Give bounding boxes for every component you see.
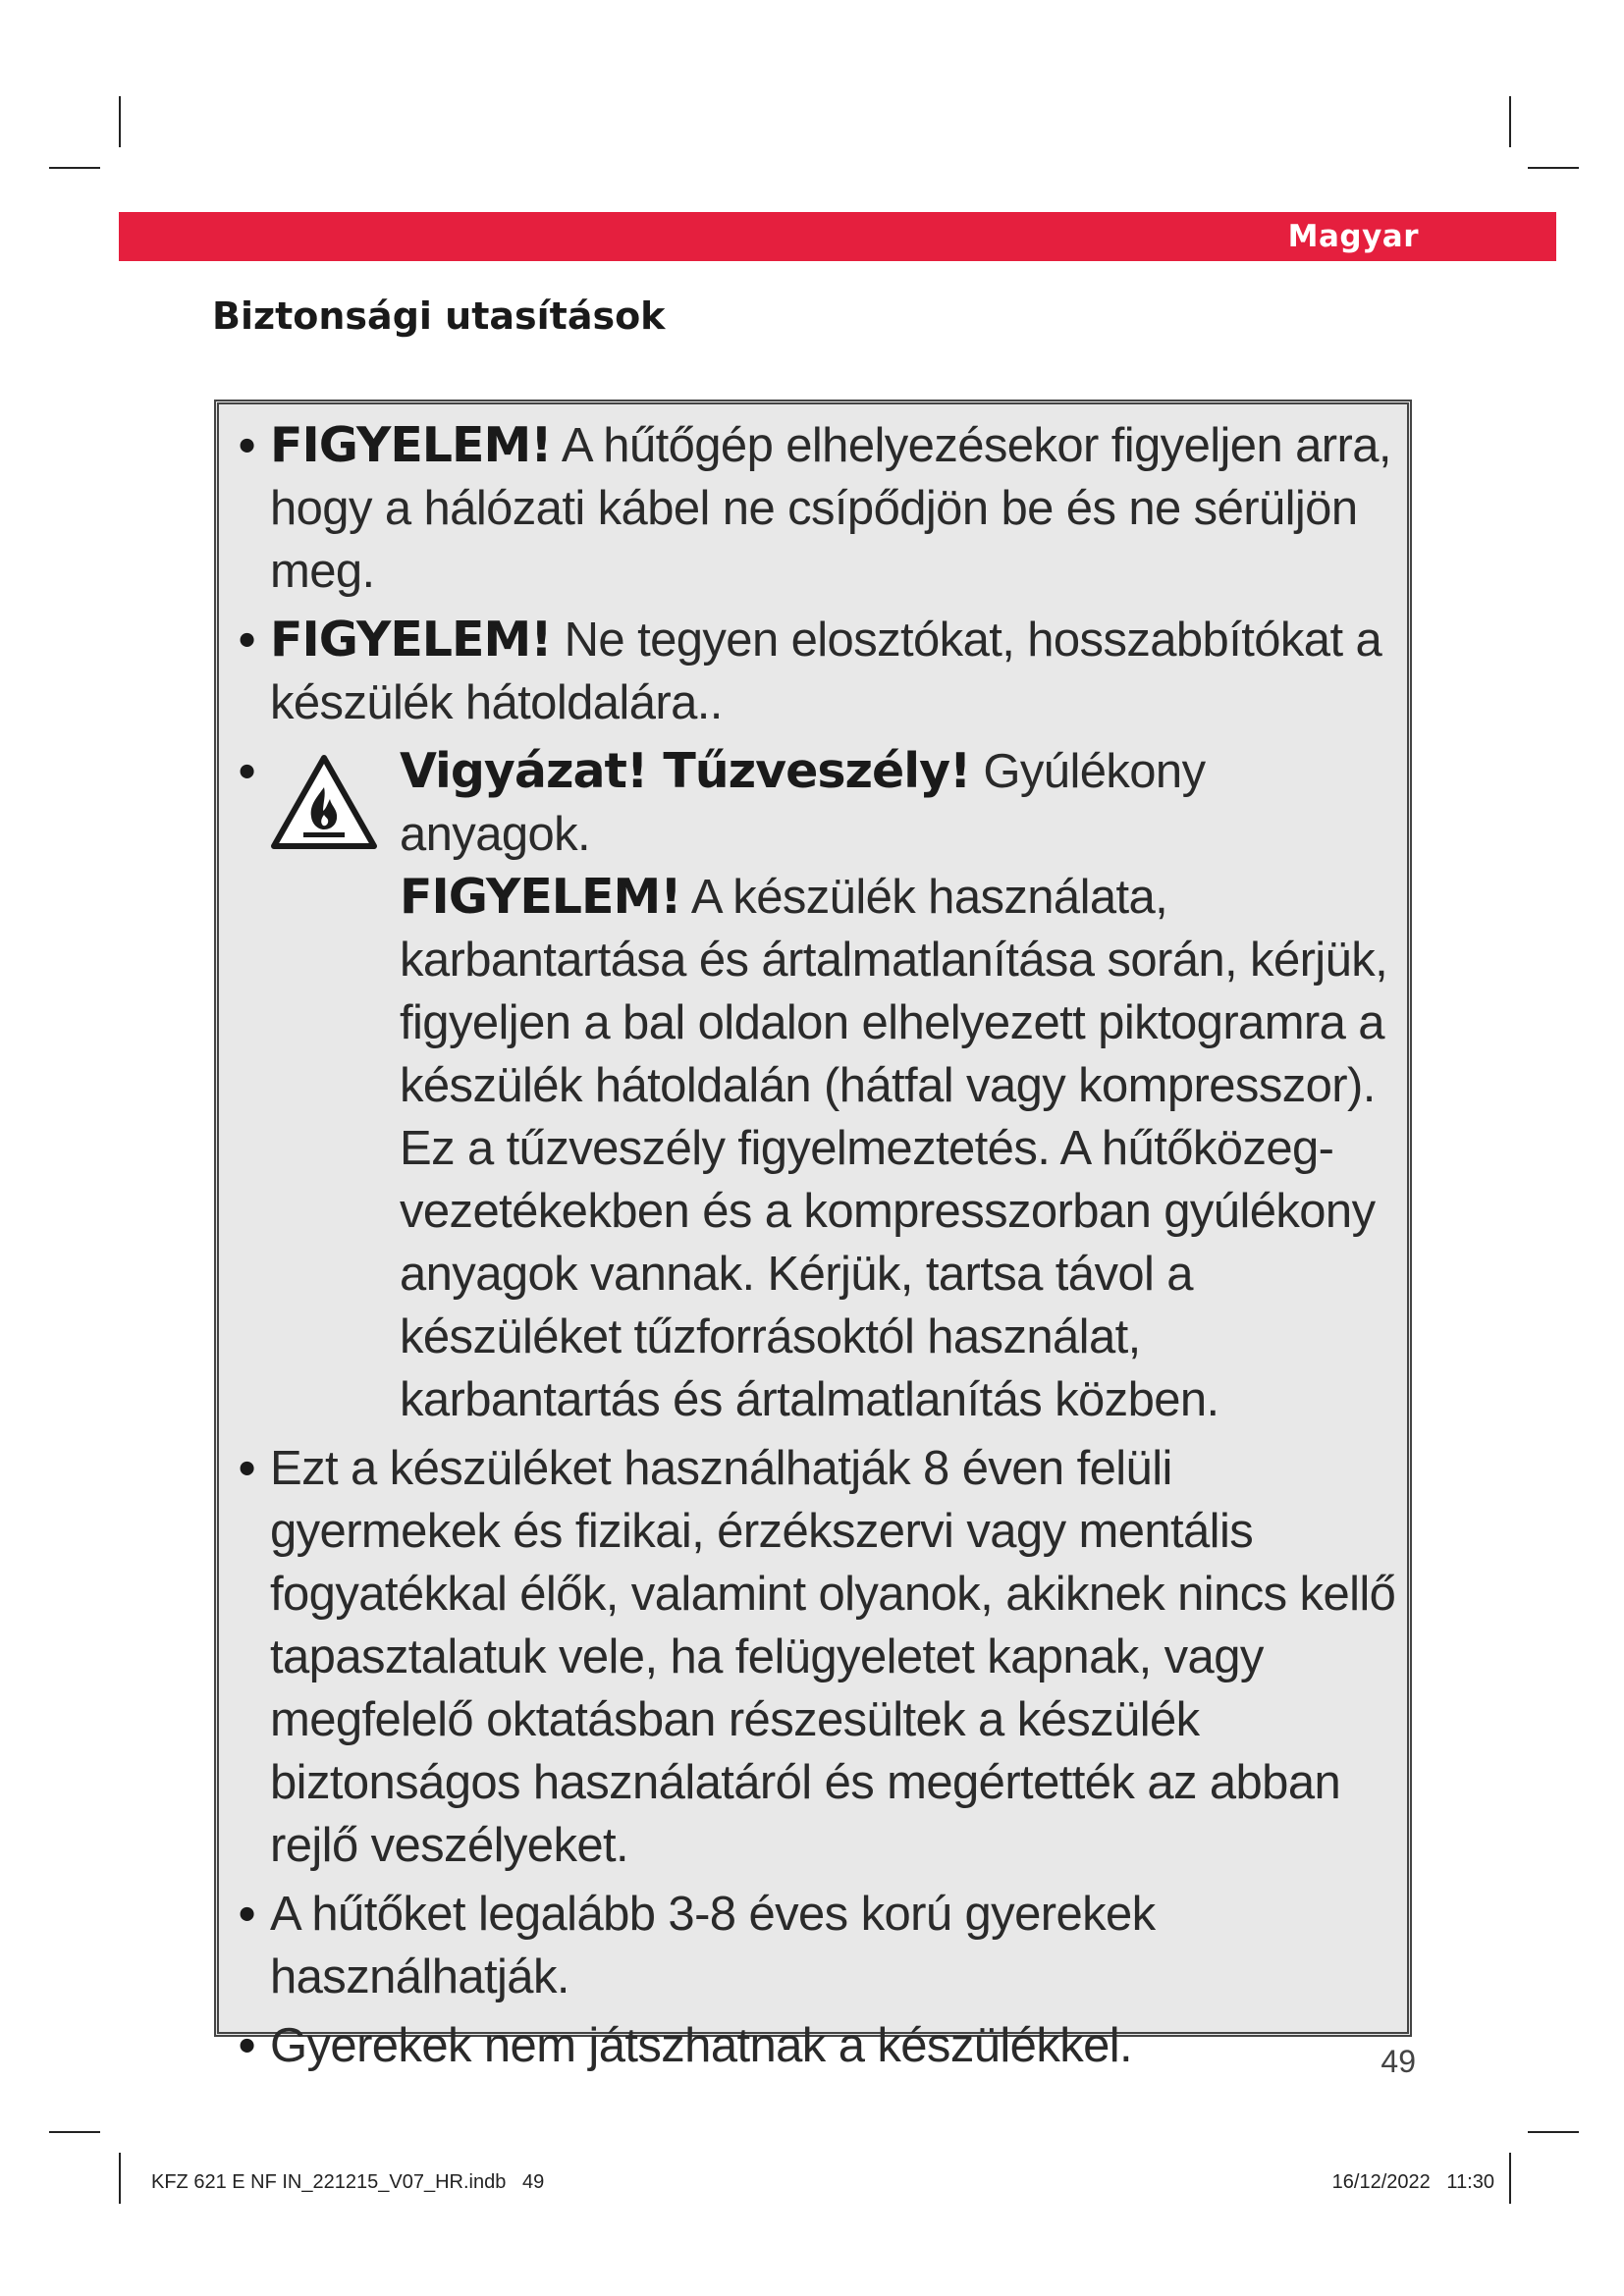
crop-mark (119, 96, 121, 147)
warning-label: FIGYELEM! (270, 417, 552, 473)
flammable-warning-icon (270, 754, 378, 852)
warning-label: FIGYELEM! (400, 869, 681, 925)
warning-text: Ne tegyen elosztókat, hosszabbítókat a készülék hátoldalára.. (270, 614, 1382, 729)
warning-text: A hűtőket legalább 3-8 éves korú gyerekek használhatják. (270, 1888, 1156, 2003)
crop-mark (49, 2131, 100, 2133)
safety-instructions-list (239, 414, 1401, 2077)
list-item (239, 2014, 1401, 2077)
page-number: 49 (1380, 2044, 1416, 2079)
footer-date: 16/12/2022 11:30 (1331, 2171, 1494, 2193)
bullet: • (239, 1442, 255, 1495)
list-item (239, 1883, 1401, 2008)
warning-text: A készülék használata, karbantartása és ártalmatlanítása során, kérjük, figyeljen a bal oldalon elhelyezett piktogramra a készülék hátoldalán (hátfal vagy kompresszor). Ez a tűzveszély figyelmeztetés. A hűtőközeg-vezetékekben és a kompresszorban gyúlékony anyagok vannak. Kérjük, tartsa távol a készüléket tűzforrásoktól használat, karbantartás és ártalmatlanítás közben. (400, 871, 1388, 1426)
warning-text: Gyúlékony anyagok. (400, 745, 1206, 861)
bullet: • (239, 745, 255, 798)
language-header-bar (119, 212, 1556, 261)
list-item (239, 1437, 1401, 1877)
warning-label: FIGYELEM! (270, 612, 552, 667)
language-label: Magyar (1287, 219, 1419, 254)
warning-text: A hűtőgép elhelyezésekor figyeljen arra, hogy a hálózati kábel ne csípődjön be és ne sérüljön meg. (270, 419, 1391, 598)
warning-text: Gyerekek nem játszhatnak a készülékkel. (270, 2019, 1133, 2072)
list-item (239, 414, 1401, 603)
crop-mark (1509, 96, 1511, 147)
section-title: Biztonsági utasítások (212, 294, 666, 338)
list-item (239, 740, 1401, 1431)
fire-danger-label: Vigyázat! Tűzveszély! (400, 743, 971, 799)
bullet: • (239, 614, 255, 667)
bullet: • (239, 1888, 255, 1941)
bullet: • (239, 419, 255, 472)
warning-text: Ezt a készüléket használhatják 8 éven felüli gyermekek és fizikai, érzékszervi vagy mentális fogyatékkal élők, valamint olyanok, akiknek nincs kellő tapasztalatuk vele, ha felügyeletet kapnak, vagy megfelelő oktatásban részesültek a készülék biztonságos használatáról és megértették az abban rejlő veszélyeket. (270, 1442, 1396, 1872)
crop-mark (1509, 2153, 1511, 2204)
crop-mark (49, 167, 100, 169)
list-item (239, 609, 1401, 734)
footer-file-name: KFZ 621 E NF IN_221215_V07_HR.indb 49 (151, 2171, 545, 2193)
bullet: • (239, 2019, 255, 2072)
crop-mark (1528, 167, 1579, 169)
crop-mark (119, 2153, 121, 2204)
fire-warning-heading (400, 740, 1401, 1431)
crop-mark (1528, 2131, 1579, 2133)
